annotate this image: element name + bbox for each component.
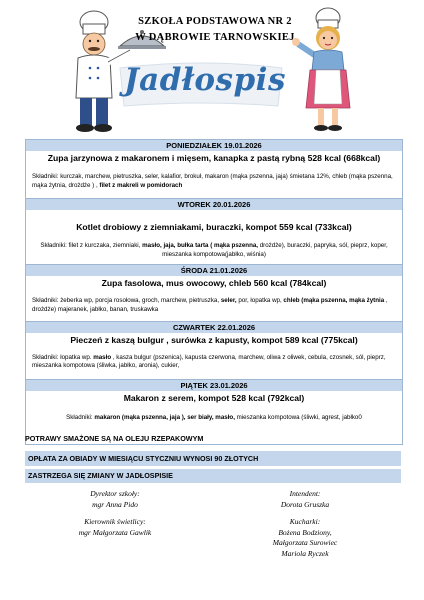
ingredients-allergens: seler,	[219, 297, 237, 305]
dish-wednesday: Zupa fasolowa, mus owocowy, chleb 560 kcal (784kcal)	[101, 278, 327, 289]
school-name	[120, 14, 310, 46]
ingredients-text: por, łopatka wp,	[236, 297, 282, 305]
ingredients-text: drożdże), buraczki, papryka, sól, pieprz, koper, mieszanka kompotowa(jabłko, wiśnia)	[162, 242, 388, 258]
director-title: Dyrektor szkoły:	[90, 489, 140, 498]
ingredients-thursday	[26, 346, 402, 379]
ingredients-text: , drożdże) majeranek, jabłko, banan, truskawka	[32, 297, 388, 313]
school-name-line2: W DĄBROWIE TARNOWSKIEJ	[135, 32, 295, 43]
fried-oil-note: POTRAWY SMAŻONE SĄ NA OLEJU RZEPAKOWYM	[25, 434, 204, 443]
ingredients-wednesday	[26, 289, 402, 320]
director-name: mgr Anna Pido	[92, 499, 138, 509]
manager-title: Kierownik świetlicy:	[84, 517, 146, 526]
manager-signature	[55, 517, 175, 538]
ingredients-text: mieszanka kompotowa (śliwki, agrest, jabłko0	[234, 413, 362, 421]
day-header-tuesday: WTOREK 20.01.2026	[26, 198, 402, 210]
ingredients-tuesday	[26, 233, 402, 264]
ingredients-text: Składniki:	[66, 413, 93, 421]
school-name-line1: SZKOŁA PODSTAWOWA NR 2	[138, 16, 292, 27]
changes-note: ZASTRZEGA SIĘ ZMIANY W JADŁOSPISIE	[25, 469, 401, 483]
ingredients-text: , kasza bulgur (pszenica), kapusta czerwona, marchew, oliwa z oliwek, cebula, czosnek, sól, pieprz, mieszanka kompotowa (śliwka, jabłko, aronia), cukier,	[32, 353, 386, 370]
ingredients-text: Składniki: żeberka wp, porcja rosołowa, groch, marchew, pietruszka,	[32, 297, 220, 305]
ingredients-text: Składniki: filet z kurczaka, ziemniaki,	[40, 242, 141, 250]
menu-table	[25, 139, 403, 445]
ingredients-allergens: masło	[91, 353, 112, 361]
page-title: Jadłospis	[124, 62, 286, 98]
ingredients-allergens: makaron (mąka pszenna, jaja ), ser biały, masło,	[92, 413, 235, 421]
day-header-wednesday: ŚRODA 21.01.2026	[26, 264, 402, 276]
steward-name: Dorota Gruszka	[280, 499, 330, 509]
payment-note: OPŁATA ZA OBIADY W MIESIĄCU STYCZNIU WYNOSI 90 ZŁOTYCH	[25, 451, 401, 466]
ingredients-allergens: masło, jaja, bułka tarta ( mąka pszenna,	[140, 242, 259, 250]
cook-name-3: Mariola Ryczek	[281, 548, 329, 558]
manager-name: mgr Małgorzata Gawlik	[78, 527, 152, 537]
ingredients-text: Składniki: łopatka wp.	[32, 353, 92, 361]
dish-friday: Makaron z serem, kompot 528 kcal (792kcal)	[123, 392, 305, 403]
steward-title: Intendent:	[289, 489, 321, 498]
steward-signature	[250, 489, 360, 510]
ingredients-text: Składniki: kurczak, marchew, pietruszka, seler, kalafior, brokuł, makaron (mąka pszenna, jaja) śmietana 12%, chleb (mąka pszenna, mąka żytnia, drożdże ) ,	[32, 173, 393, 189]
ingredients-allergens: filet z makreli w pomidorach	[97, 181, 183, 189]
ingredients-monday	[26, 164, 402, 198]
day-header-monday: PONIEDZIAŁEK 19.01.2026	[26, 140, 402, 151]
cook-name-2: Małgorzata Surowiec	[272, 538, 338, 547]
dish-thursday: Pieczeń z kaszą bulgur , surówka z kapusty, kompot 589 kcal (775kcal)	[70, 334, 358, 345]
dish-monday: Zupa jarzynowa z makaronem i mięsem, kanapka z pastą rybną 528 kcal (668kcal)	[47, 153, 381, 163]
cooks-signature	[250, 517, 360, 559]
day-header-friday: PIĄTEK 23.01.2026	[26, 379, 402, 391]
cook-name-1: Bożena Bodziony,	[278, 527, 332, 537]
cooks-title: Kucharki:	[289, 517, 321, 526]
director-signature	[60, 489, 170, 510]
ingredients-allergens: chleb (mąka pszenna, mąka żytnia	[281, 297, 385, 305]
day-header-thursday: CZWARTEK 22.01.2026	[26, 321, 402, 333]
dish-tuesday: Kotlet drobiowy z ziemniakami, buraczki, kompot 559 kcal (733kcal)	[76, 222, 352, 233]
